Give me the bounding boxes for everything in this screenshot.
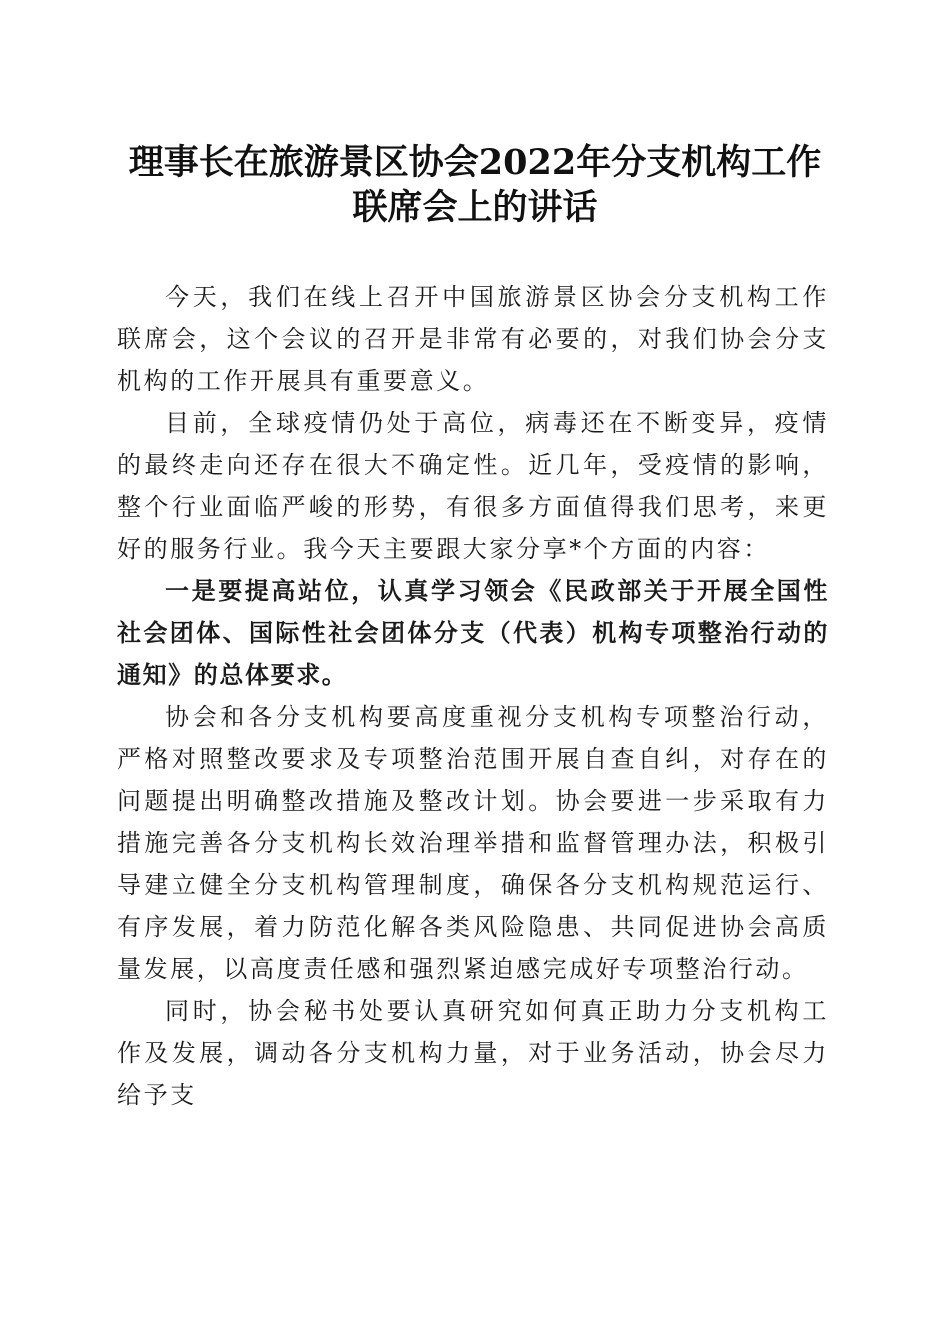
document-title-line-1: 理事长在旅游景区协会2022年分支机构工作 [128, 142, 822, 183]
paragraph-rectification: 协会和各分支机构要高度重视分支机构专项整治行动，严格对照整改要求及专项整治范围开展自查自纠，对存在的问题提出明确整改措施及整改计划。协会要进一步采取有力措施完善各分支机构长效治理举措和监督管理办法，积极引导建立健全分支机构管理制度，确保各分支机构规范运行、有序发展，着力防范化解各类风险隐患、共同促进协会高质量发展，以高度责任感和强烈紧迫感完成好专项整治行动。 [117, 703, 829, 983]
paragraph-situation: 目前，全球疫情仍处于高位，病毒还在不断变异，疫情的最终走向还存在很大不确定性。近几年，受疫情的影响，整个行业面临严峻的形势，有很多方面值得我们思考，来更好的服务行业。我今天主要跟大家分享*个方面的内容： [117, 409, 829, 563]
paragraph-point-one-heading: 一是要提高站位，认真学习领会《民政部关于开展全国性社会团体、国际性社会团体分支（代表）机构专项整治行动的通知》的总体要求。 [117, 576, 829, 689]
document-body [117, 276, 829, 1116]
paragraph-opening: 今天，我们在线上召开中国旅游景区协会分支机构工作联席会，这个会议的召开是非常有必要的，对我们协会分支机构的工作开展具有重要意义。 [117, 283, 829, 395]
document-title-line-2: 联席会上的讲话 [352, 187, 598, 228]
paragraph-secretariat: 同时，协会秘书处要认真研究如何真正助力分支机构工作及发展，调动各分支机构力量，对于业务活动，协会尽力给予支 [117, 997, 829, 1109]
